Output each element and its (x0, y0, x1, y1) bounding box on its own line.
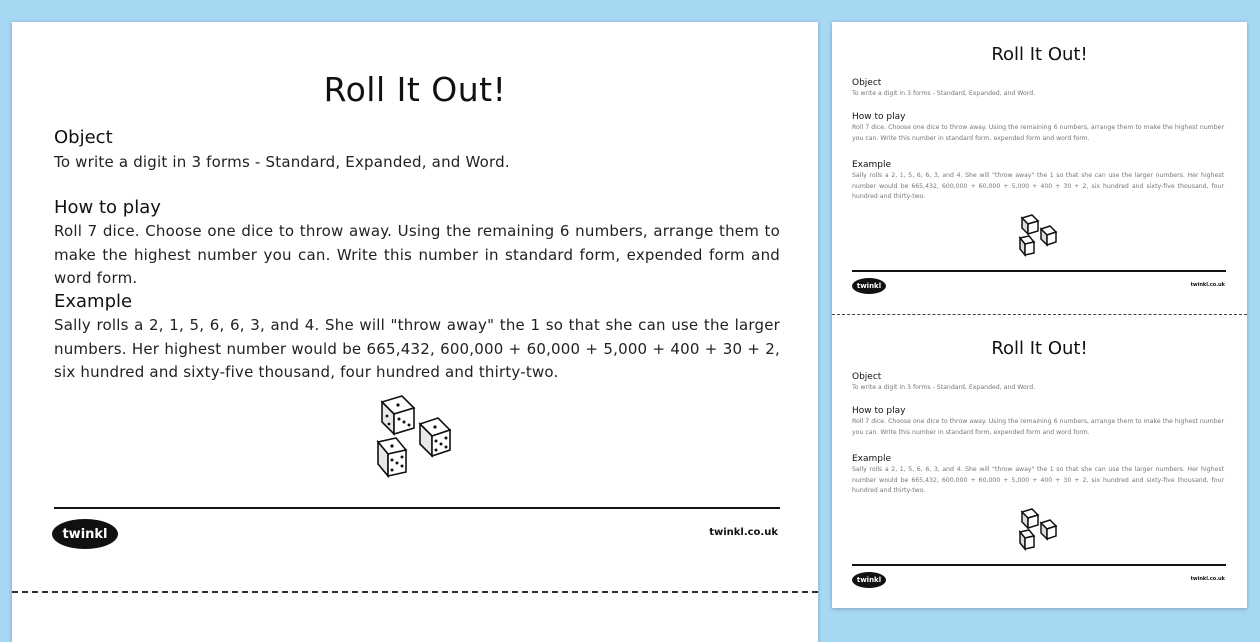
howto-heading: How to play (852, 406, 906, 416)
footer-rule (852, 270, 1226, 272)
dice-icon (1017, 508, 1062, 553)
object-heading: Object (54, 127, 113, 148)
twinkl-logo: twinkl (852, 278, 886, 294)
dice-icon (1017, 214, 1062, 259)
worksheet-copy (832, 22, 1247, 315)
footer-rule (852, 564, 1226, 566)
cut-line (832, 314, 1247, 315)
howto-heading: How to play (852, 112, 906, 122)
example-text: Sally rolls a 2, 1, 5, 6, 6, 3, and 4. She will "throw away" the 1 so that she can use the larger numbers. Her highest number would be 665,432, 600,000 + 60,000 + 5,000 + 400 + 30 + 2, six hundred and sixty-five thousand, four hundred and thirty-two. (852, 466, 1224, 494)
footer-url: twinkl.co.uk (1190, 576, 1225, 582)
howto-text: Roll 7 dice. Choose one dice to throw away. Using the remaining 6 numbers, arrange them to make the highest number you can. Write this number in standard form, expended form and word form. (852, 124, 1224, 142)
object-heading: Object (852, 372, 882, 382)
example-heading: Example (852, 160, 892, 170)
footer-url: twinkl.co.uk (1190, 282, 1225, 288)
dice-icon (372, 394, 462, 484)
object-heading: Object (852, 78, 882, 88)
cut-line (12, 591, 818, 593)
example-text: Sally rolls a 2, 1, 5, 6, 6, 3, and 4. She will "throw away" the 1 so that she can use the larger numbers. Her highest number would be 665,432, 600,000 + 60,000 + 5,000 + 400 + 30 + 2, six hundred and sixty-five thousand, four hundred and thirty-two. (54, 316, 780, 381)
worksheet-copy (832, 316, 1247, 608)
page-title: Roll It Out! (323, 70, 507, 109)
footer-rule (54, 507, 780, 509)
example-text: Sally rolls a 2, 1, 5, 6, 6, 3, and 4. She will "throw away" the 1 so that she can use the larger numbers. Her highest number would be 665,432, 600,000 + 60,000 + 5,000 + 400 + 30 + 2, six hundred and sixty-five thousand, four hundred and thirty-two. (852, 172, 1224, 200)
worksheet-preview-large (12, 22, 818, 642)
object-text: To write a digit in 3 forms - Standard, Expanded, and Word. (54, 153, 510, 171)
howto-heading: How to play (54, 197, 161, 218)
howto-text: Roll 7 dice. Choose one dice to throw away. Using the remaining 6 numbers, arrange them to make the highest number you can. Write this number in standard form, expended form and word form. (54, 222, 780, 287)
twinkl-logo: twinkl (852, 572, 886, 588)
worksheet-preview-small (832, 22, 1247, 608)
object-text: To write a digit in 3 forms - Standard, Expanded, and Word. (852, 90, 1036, 97)
example-heading: Example (852, 454, 892, 464)
footer-url: twinkl.co.uk (709, 527, 778, 538)
howto-text: Roll 7 dice. Choose one dice to throw away. Using the remaining 6 numbers, arrange them to make the highest number you can. Write this number in standard form, expended form and word form. (852, 418, 1224, 436)
example-heading: Example (54, 291, 133, 312)
object-text: To write a digit in 3 forms - Standard, Expanded, and Word. (852, 384, 1036, 391)
page-title: Roll It Out! (991, 338, 1088, 359)
twinkl-logo: twinkl (52, 519, 118, 549)
page-title: Roll It Out! (991, 44, 1088, 65)
